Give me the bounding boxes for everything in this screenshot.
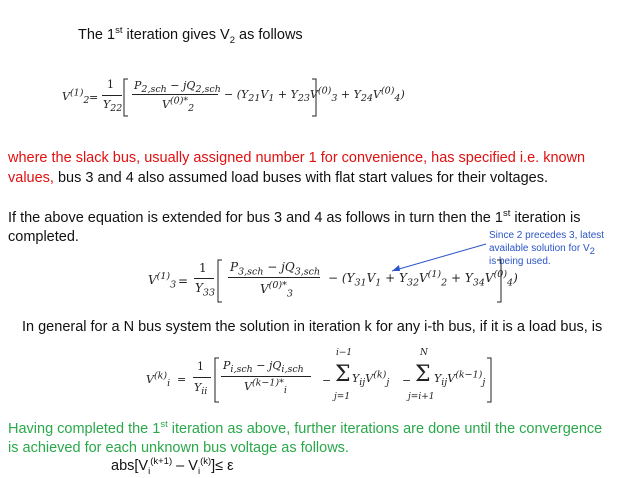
convergence-text [8, 420, 602, 438]
eq1-one: 1 [107, 78, 114, 91]
convergence-text-2 [8, 439, 349, 457]
eq2-equals: = [178, 274, 189, 288]
para4-sup: st [160, 419, 168, 431]
eq2-lhs: $V^{(1)}_3$ [148, 271, 177, 291]
para3-text: In general for a N bus system the solution in iteration k for any i-th bus, if it is a load bus, is [22, 319, 603, 335]
eq2-tail: − $(Y_{31}V_1 + Y_{32}V^{(1)}_2 + Y_{34}V^{(0)}_4)$ [328, 269, 518, 289]
eq3-sum2-bottom: j=i+1 [408, 392, 435, 402]
heading-sup: st [115, 25, 123, 37]
equation-vi [146, 348, 506, 406]
eq2-num: $P_{3,sch} - jQ_{3,sch}$ [230, 260, 321, 278]
eq1-equals: = [89, 91, 99, 104]
note-line1: Since 2 precedes 3, latest [489, 230, 605, 241]
eq3-minus-1: − [322, 374, 332, 387]
eq1-tail: − $(Y_{21}V_1 + Y_{23}V^{(0)}_3 + Y_{24}V^{(0)}_4)$ [224, 85, 405, 105]
para1-red-word: values, [8, 170, 54, 186]
eq3-one: 1 [197, 360, 204, 373]
convergence-criterion: $abs[V_i^{(k+1)} - V_i^{(k)}]\le \varepsilon$ [111, 456, 234, 477]
para2-text: If the above equation is extended for bus 3 and 4 as follows in turn then the 1 [8, 210, 503, 226]
eq1-num: $P_{2,sch} - jQ_{2,sch}$ [134, 79, 221, 96]
heading-text: The 1 [78, 27, 116, 43]
eq3-minus-2: − [402, 374, 412, 387]
eq3-num: $P_{i,sch} - jQ_{i,sch}$ [223, 359, 304, 376]
eq3-sum1-sigma: Σ [335, 362, 351, 387]
eq3-inner-den: $V^{(k-1)*}_i$ [244, 377, 287, 397]
para2-text-post: iteration is [510, 210, 581, 226]
para2-sup: st [502, 208, 511, 220]
para4-line2: is achieved for each unknown bus voltage as follows. [8, 440, 349, 456]
note-line2: available solution for $V_2$ [489, 243, 595, 257]
note-line3: is being used. [489, 256, 551, 267]
para1-line1: where the slack bus, usually assigned number 1 for convenience, has specified i.e. known [8, 150, 586, 166]
equation-v3 [148, 256, 518, 306]
eq3-sum2-term: $Y_{ij}V^{(k-1)}_j$ [434, 369, 486, 389]
eq3-equals: = [177, 373, 187, 386]
para4-text: Having completed the 1 [8, 421, 161, 437]
eq1-lhs: $V^{(1)}_2$ [62, 87, 90, 107]
eq3-sum1-bottom: j=1 [334, 392, 351, 402]
para4-text-post: iteration as above, further iterations are done until the convergence [167, 421, 603, 437]
eq3-sum2-sigma: Σ [415, 362, 431, 387]
eq3-sum1-top: i−1 [336, 348, 353, 358]
general-case-text [22, 318, 602, 336]
eq2-one: 1 [199, 261, 207, 275]
eq1-inner-den: $V^{(0)*}_2$ [162, 95, 195, 115]
heading-text-mid: iteration gives V [122, 27, 230, 43]
eq3-sum1-term: $Y_{ij}V^{(k)}_j$ [352, 369, 390, 389]
eq3-lhs: $V^{(k)}_i$ [146, 370, 171, 390]
eq3-sum2-top: N [420, 348, 428, 358]
eq2-inner-den: $V^{(0)*}_3$ [260, 280, 293, 300]
para2-line2: completed. [8, 229, 79, 245]
heading-sub: 2 [229, 34, 235, 46]
eq2-den: $Y_{33}$ [195, 281, 216, 299]
eq3-den: $Y_{ii}$ [194, 381, 208, 398]
para1-line2: bus 3 and 4 also assumed load buses with flat start values for their voltages. [53, 170, 549, 186]
heading-text-post: as follows [234, 27, 303, 43]
eq2-inner-bar [228, 277, 320, 278]
eq1-den: $Y_{22}$ [103, 98, 123, 115]
